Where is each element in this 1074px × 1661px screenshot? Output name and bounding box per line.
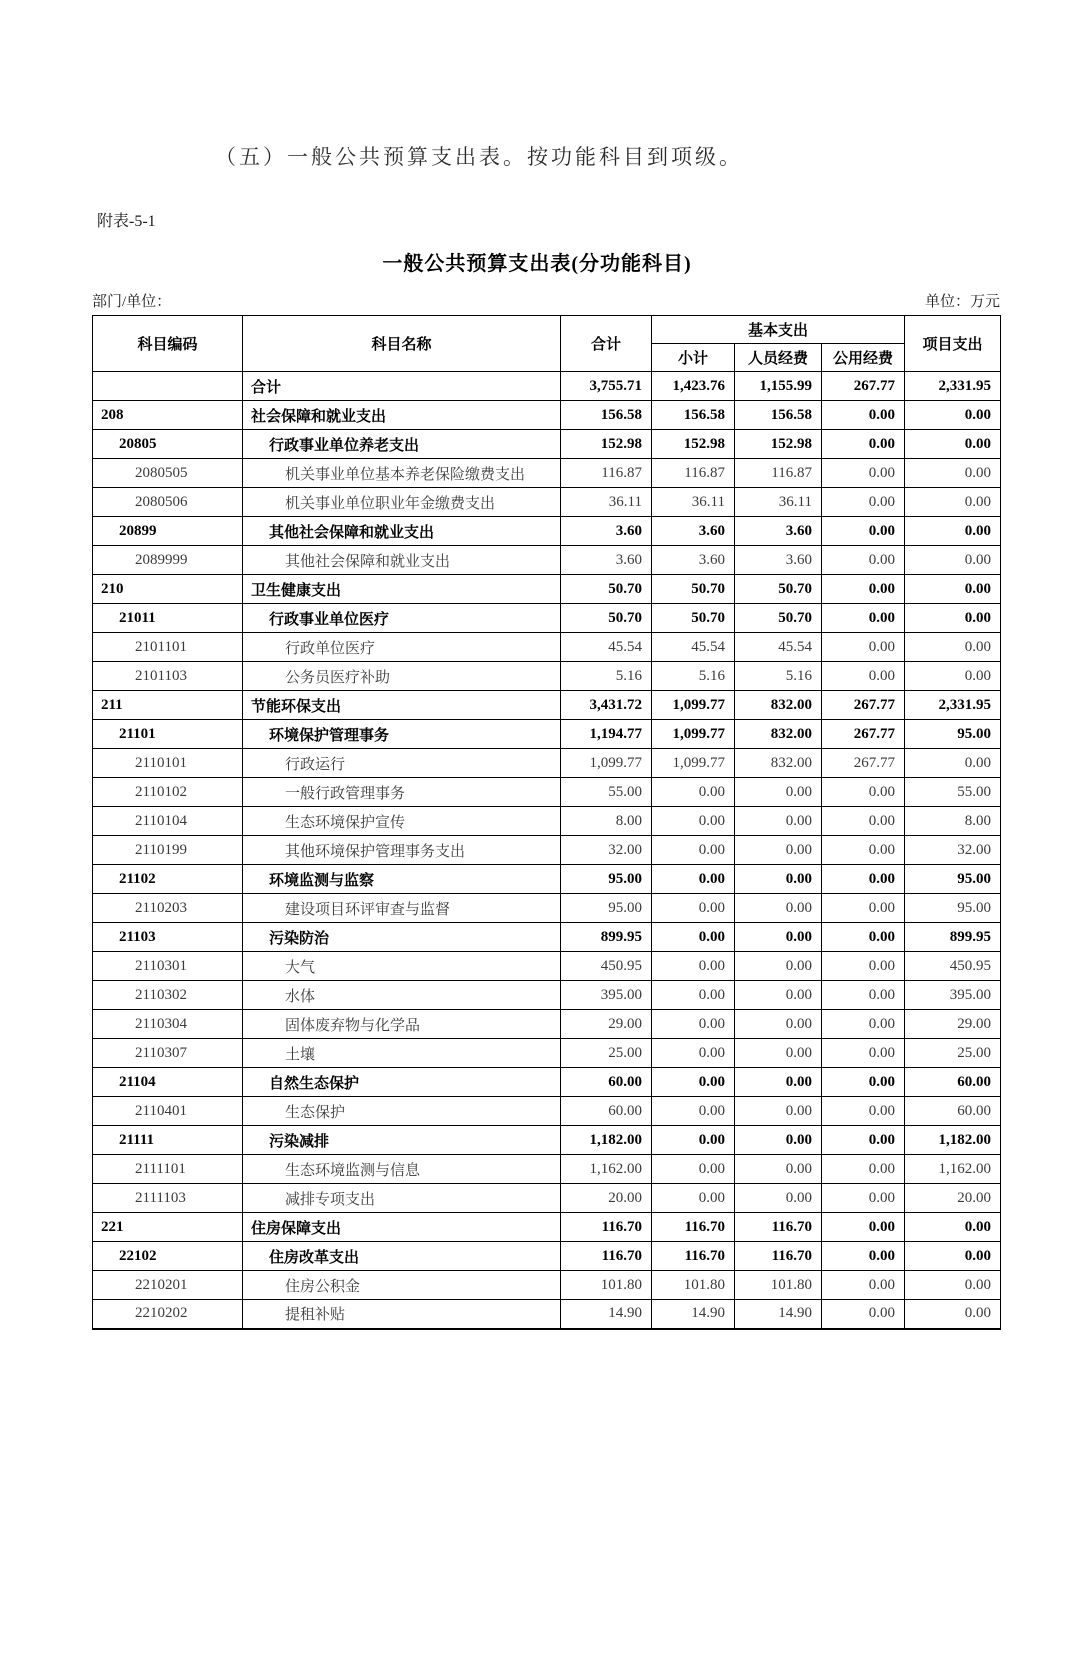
value-cell: 1,182.00 xyxy=(905,1126,1001,1155)
value-cell: 0.00 xyxy=(822,1213,905,1242)
value-cell: 0.00 xyxy=(822,836,905,865)
value-cell: 0.00 xyxy=(822,1155,905,1184)
value-cell: 0.00 xyxy=(905,633,1001,662)
subject-code-cell: 2110301 xyxy=(93,952,243,981)
value-cell: 0.00 xyxy=(822,517,905,546)
value-cell: 267.77 xyxy=(822,720,905,749)
table-row xyxy=(93,1097,1001,1126)
value-cell: 0.00 xyxy=(905,749,1001,778)
value-cell: 95.00 xyxy=(905,720,1001,749)
value-cell: 1,162.00 xyxy=(561,1155,652,1184)
subject-name-cell: 水体 xyxy=(243,981,561,1010)
subject-code-cell: 2110304 xyxy=(93,1010,243,1039)
value-cell: 0.00 xyxy=(652,807,735,836)
value-cell: 0.00 xyxy=(735,778,822,807)
table-row xyxy=(93,372,1001,401)
table-row xyxy=(93,1213,1001,1242)
value-cell: 14.90 xyxy=(652,1300,735,1329)
value-cell: 95.00 xyxy=(905,894,1001,923)
header-basic-subtotal: 小计 xyxy=(652,344,735,372)
table-row xyxy=(93,1010,1001,1039)
value-cell: 116.87 xyxy=(652,459,735,488)
value-cell: 0.00 xyxy=(735,923,822,952)
value-cell: 29.00 xyxy=(561,1010,652,1039)
value-cell: 0.00 xyxy=(735,1068,822,1097)
value-cell: 0.00 xyxy=(822,923,905,952)
subject-name-cell: 住房公积金 xyxy=(243,1271,561,1300)
subject-name-cell: 社会保障和就业支出 xyxy=(243,401,561,430)
value-cell: 50.70 xyxy=(735,604,822,633)
value-cell: 3.60 xyxy=(652,546,735,575)
value-cell: 20.00 xyxy=(561,1184,652,1213)
subject-code-cell: 2111101 xyxy=(93,1155,243,1184)
subject-code-cell: 2111103 xyxy=(93,1184,243,1213)
subject-name-cell: 行政事业单位养老支出 xyxy=(243,430,561,459)
subject-name-cell: 一般行政管理事务 xyxy=(243,778,561,807)
subject-code-cell: 21011 xyxy=(93,604,243,633)
subject-name-cell: 减排专项支出 xyxy=(243,1184,561,1213)
value-cell: 0.00 xyxy=(735,1126,822,1155)
value-cell: 832.00 xyxy=(735,749,822,778)
value-cell: 45.54 xyxy=(561,633,652,662)
subject-name-cell: 合计 xyxy=(243,372,561,401)
table-row xyxy=(93,488,1001,517)
value-cell: 0.00 xyxy=(652,1097,735,1126)
table-row xyxy=(93,1039,1001,1068)
table-row xyxy=(93,546,1001,575)
table-row xyxy=(93,894,1001,923)
value-cell: 450.95 xyxy=(905,952,1001,981)
value-cell: 0.00 xyxy=(822,1039,905,1068)
value-cell: 0.00 xyxy=(822,1068,905,1097)
value-cell: 0.00 xyxy=(652,1068,735,1097)
value-cell: 0.00 xyxy=(822,1242,905,1271)
value-cell: 450.95 xyxy=(561,952,652,981)
header-project: 项目支出 xyxy=(905,316,1001,372)
value-cell: 3.60 xyxy=(561,546,652,575)
subject-name-cell: 污染减排 xyxy=(243,1126,561,1155)
value-cell: 3,755.71 xyxy=(561,372,652,401)
header-name: 科目名称 xyxy=(243,316,561,372)
value-cell: 50.70 xyxy=(561,604,652,633)
value-cell: 0.00 xyxy=(822,575,905,604)
section-heading: （五）一般公共预算支出表。按功能科目到项级。 xyxy=(215,145,743,169)
value-cell: 156.58 xyxy=(652,401,735,430)
value-cell: 36.11 xyxy=(735,488,822,517)
value-cell: 3.60 xyxy=(652,517,735,546)
value-cell: 101.80 xyxy=(735,1271,822,1300)
value-cell: 0.00 xyxy=(652,1126,735,1155)
subject-name-cell: 环境保护管理事务 xyxy=(243,720,561,749)
value-cell: 95.00 xyxy=(561,865,652,894)
value-cell: 832.00 xyxy=(735,720,822,749)
value-cell: 101.80 xyxy=(561,1271,652,1300)
table-row xyxy=(93,1300,1001,1329)
value-cell: 0.00 xyxy=(735,894,822,923)
value-cell: 1,099.77 xyxy=(652,720,735,749)
subject-code-cell: 2080506 xyxy=(93,488,243,517)
subject-code-cell: 20805 xyxy=(93,430,243,459)
value-cell: 0.00 xyxy=(652,865,735,894)
value-cell: 0.00 xyxy=(822,1097,905,1126)
header-personnel: 人员经费 xyxy=(735,344,822,372)
value-cell: 0.00 xyxy=(905,604,1001,633)
subject-name-cell: 卫生健康支出 xyxy=(243,575,561,604)
value-cell: 116.70 xyxy=(561,1242,652,1271)
value-cell: 116.87 xyxy=(735,459,822,488)
subject-name-cell: 土壤 xyxy=(243,1039,561,1068)
table-row xyxy=(93,952,1001,981)
subject-code-cell xyxy=(93,372,243,401)
value-cell: 36.11 xyxy=(652,488,735,517)
value-cell: 116.70 xyxy=(652,1242,735,1271)
value-cell: 116.70 xyxy=(735,1213,822,1242)
subject-code-cell: 2110302 xyxy=(93,981,243,1010)
subject-name-cell: 行政事业单位医疗 xyxy=(243,604,561,633)
table-row xyxy=(93,1155,1001,1184)
value-cell: 0.00 xyxy=(822,546,905,575)
value-cell: 116.70 xyxy=(735,1242,822,1271)
value-cell: 0.00 xyxy=(652,778,735,807)
value-cell: 45.54 xyxy=(735,633,822,662)
subject-code-cell: 21104 xyxy=(93,1068,243,1097)
table-row xyxy=(93,720,1001,749)
header-code: 科目编码 xyxy=(93,316,243,372)
value-cell: 20.00 xyxy=(905,1184,1001,1213)
table-row xyxy=(93,923,1001,952)
subject-name-cell: 住房保障支出 xyxy=(243,1213,561,1242)
value-cell: 0.00 xyxy=(735,1039,822,1068)
value-cell: 0.00 xyxy=(905,1300,1001,1329)
subject-name-cell: 行政单位医疗 xyxy=(243,633,561,662)
value-cell: 899.95 xyxy=(905,923,1001,952)
value-cell: 395.00 xyxy=(905,981,1001,1010)
table-row xyxy=(93,401,1001,430)
value-cell: 0.00 xyxy=(822,604,905,633)
value-cell: 0.00 xyxy=(822,430,905,459)
value-cell: 0.00 xyxy=(822,1300,905,1329)
value-cell: 0.00 xyxy=(735,1184,822,1213)
subject-name-cell: 污染防治 xyxy=(243,923,561,952)
value-cell: 0.00 xyxy=(905,662,1001,691)
subject-code-cell: 2110203 xyxy=(93,894,243,923)
value-cell: 0.00 xyxy=(652,836,735,865)
value-cell: 0.00 xyxy=(652,1039,735,1068)
subject-code-cell: 2110307 xyxy=(93,1039,243,1068)
subject-name-cell: 行政运行 xyxy=(243,749,561,778)
value-cell: 0.00 xyxy=(822,952,905,981)
table-row xyxy=(93,662,1001,691)
value-cell: 1,162.00 xyxy=(905,1155,1001,1184)
value-cell: 60.00 xyxy=(561,1068,652,1097)
subject-name-cell: 其他社会保障和就业支出 xyxy=(243,546,561,575)
subject-code-cell: 21103 xyxy=(93,923,243,952)
value-cell: 60.00 xyxy=(561,1097,652,1126)
subject-name-cell: 机关事业单位职业年金缴费支出 xyxy=(243,488,561,517)
value-cell: 3,431.72 xyxy=(561,691,652,720)
subject-code-cell: 2110101 xyxy=(93,749,243,778)
value-cell: 50.70 xyxy=(652,575,735,604)
subject-name-cell: 大气 xyxy=(243,952,561,981)
subject-name-cell: 自然生态保护 xyxy=(243,1068,561,1097)
page-title: 一般公共预算支出表(分功能科目) xyxy=(382,253,692,275)
page xyxy=(0,141,1074,1661)
value-cell: 0.00 xyxy=(822,633,905,662)
value-cell: 1,099.77 xyxy=(652,749,735,778)
subject-code-cell: 210 xyxy=(93,575,243,604)
subject-code-cell: 21102 xyxy=(93,865,243,894)
subject-code-cell: 22102 xyxy=(93,1242,243,1271)
subject-code-cell: 2089999 xyxy=(93,546,243,575)
value-cell: 0.00 xyxy=(905,1271,1001,1300)
value-cell: 0.00 xyxy=(905,459,1001,488)
value-cell: 2,331.95 xyxy=(905,372,1001,401)
table-row xyxy=(93,778,1001,807)
value-cell: 116.87 xyxy=(561,459,652,488)
value-cell: 1,099.77 xyxy=(652,691,735,720)
value-cell: 2,331.95 xyxy=(905,691,1001,720)
value-cell: 14.90 xyxy=(561,1300,652,1329)
table-row xyxy=(93,981,1001,1010)
value-cell: 8.00 xyxy=(905,807,1001,836)
subject-code-cell: 2110102 xyxy=(93,778,243,807)
value-cell: 0.00 xyxy=(735,952,822,981)
subject-code-cell: 20899 xyxy=(93,517,243,546)
value-cell: 267.77 xyxy=(822,691,905,720)
value-cell: 1,155.99 xyxy=(735,372,822,401)
value-cell: 5.16 xyxy=(735,662,822,691)
value-cell: 0.00 xyxy=(652,1155,735,1184)
value-cell: 0.00 xyxy=(822,981,905,1010)
value-cell: 55.00 xyxy=(905,778,1001,807)
value-cell: 25.00 xyxy=(905,1039,1001,1068)
subject-code-cell: 2210202 xyxy=(93,1300,243,1329)
value-cell: 0.00 xyxy=(905,1213,1001,1242)
value-cell: 95.00 xyxy=(905,865,1001,894)
subject-code-cell: 2110401 xyxy=(93,1097,243,1126)
value-cell: 0.00 xyxy=(905,1242,1001,1271)
table-row xyxy=(93,517,1001,546)
value-cell: 0.00 xyxy=(735,1097,822,1126)
value-cell: 101.80 xyxy=(652,1271,735,1300)
subject-code-cell: 2110199 xyxy=(93,836,243,865)
department-label: 部门/单位： xyxy=(92,294,172,310)
subject-name-cell: 住房改革支出 xyxy=(243,1242,561,1271)
subject-code-cell: 21101 xyxy=(93,720,243,749)
subject-name-cell: 固体废弃物与化学品 xyxy=(243,1010,561,1039)
value-cell: 5.16 xyxy=(652,662,735,691)
value-cell: 0.00 xyxy=(735,865,822,894)
value-cell: 3.60 xyxy=(561,517,652,546)
value-cell: 0.00 xyxy=(822,401,905,430)
table-body xyxy=(93,372,1001,1329)
table-row xyxy=(93,459,1001,488)
value-cell: 1,423.76 xyxy=(652,372,735,401)
subject-name-cell: 生态环境监测与信息 xyxy=(243,1155,561,1184)
value-cell: 0.00 xyxy=(735,807,822,836)
subject-name-cell: 节能环保支出 xyxy=(243,691,561,720)
value-cell: 45.54 xyxy=(652,633,735,662)
value-cell: 0.00 xyxy=(822,865,905,894)
value-cell: 0.00 xyxy=(735,1155,822,1184)
table-row xyxy=(93,1184,1001,1213)
header-public-funds: 公用经费 xyxy=(822,344,905,372)
table-row xyxy=(93,1271,1001,1300)
value-cell: 0.00 xyxy=(822,488,905,517)
attachment-label: 附表-5-1 xyxy=(97,213,156,230)
value-cell: 0.00 xyxy=(652,1184,735,1213)
subject-name-cell: 生态保护 xyxy=(243,1097,561,1126)
value-cell: 156.58 xyxy=(735,401,822,430)
value-cell: 267.77 xyxy=(822,749,905,778)
table-row xyxy=(93,749,1001,778)
table-row xyxy=(93,691,1001,720)
value-cell: 395.00 xyxy=(561,981,652,1010)
value-cell: 36.11 xyxy=(561,488,652,517)
table-row xyxy=(93,1242,1001,1271)
value-cell: 95.00 xyxy=(561,894,652,923)
value-cell: 60.00 xyxy=(905,1068,1001,1097)
value-cell: 0.00 xyxy=(822,1271,905,1300)
value-cell: 1,182.00 xyxy=(561,1126,652,1155)
table-row xyxy=(93,633,1001,662)
value-cell: 156.58 xyxy=(561,401,652,430)
value-cell: 0.00 xyxy=(822,1184,905,1213)
subject-name-cell: 其他环境保护管理事务支出 xyxy=(243,836,561,865)
value-cell: 0.00 xyxy=(822,807,905,836)
value-cell: 0.00 xyxy=(905,575,1001,604)
value-cell: 32.00 xyxy=(561,836,652,865)
header-total: 合计 xyxy=(561,316,652,372)
value-cell: 0.00 xyxy=(905,430,1001,459)
value-cell: 29.00 xyxy=(905,1010,1001,1039)
value-cell: 152.98 xyxy=(652,430,735,459)
value-cell: 899.95 xyxy=(561,923,652,952)
subject-name-cell: 公务员医疗补助 xyxy=(243,662,561,691)
unit-label: 单位：万元 xyxy=(924,294,1000,310)
subject-code-cell: 211 xyxy=(93,691,243,720)
subject-name-cell: 环境监测与监察 xyxy=(243,865,561,894)
value-cell: 3.60 xyxy=(735,546,822,575)
value-cell: 0.00 xyxy=(822,778,905,807)
value-cell: 14.90 xyxy=(735,1300,822,1329)
value-cell: 0.00 xyxy=(905,517,1001,546)
subject-code-cell: 2101103 xyxy=(93,662,243,691)
value-cell: 55.00 xyxy=(561,778,652,807)
value-cell: 5.16 xyxy=(561,662,652,691)
subject-name-cell: 机关事业单位基本养老保险缴费支出 xyxy=(243,459,561,488)
table-row xyxy=(93,430,1001,459)
table-row xyxy=(93,836,1001,865)
value-cell: 50.70 xyxy=(561,575,652,604)
subject-code-cell: 2110104 xyxy=(93,807,243,836)
meta-row xyxy=(92,290,1000,315)
subject-name-cell: 建设项目环评审查与监督 xyxy=(243,894,561,923)
subject-code-cell: 2101101 xyxy=(93,633,243,662)
value-cell: 0.00 xyxy=(652,981,735,1010)
subject-name-cell: 提租补贴 xyxy=(243,1300,561,1329)
subject-code-cell: 2080505 xyxy=(93,459,243,488)
table-row xyxy=(93,1126,1001,1155)
value-cell: 1,099.77 xyxy=(561,749,652,778)
table-header xyxy=(93,316,1001,372)
subject-code-cell: 208 xyxy=(93,401,243,430)
value-cell: 60.00 xyxy=(905,1097,1001,1126)
value-cell: 1,194.77 xyxy=(561,720,652,749)
value-cell: 0.00 xyxy=(735,1010,822,1039)
value-cell: 3.60 xyxy=(735,517,822,546)
value-cell: 25.00 xyxy=(561,1039,652,1068)
value-cell: 0.00 xyxy=(652,952,735,981)
header-basic-group: 基本支出 xyxy=(652,316,905,344)
table-row xyxy=(93,865,1001,894)
value-cell: 0.00 xyxy=(822,662,905,691)
value-cell: 0.00 xyxy=(822,1126,905,1155)
value-cell: 0.00 xyxy=(652,923,735,952)
value-cell: 0.00 xyxy=(735,836,822,865)
value-cell: 0.00 xyxy=(735,981,822,1010)
value-cell: 832.00 xyxy=(735,691,822,720)
value-cell: 0.00 xyxy=(822,1010,905,1039)
subject-name-cell: 生态环境保护宣传 xyxy=(243,807,561,836)
value-cell: 116.70 xyxy=(561,1213,652,1242)
value-cell: 0.00 xyxy=(905,546,1001,575)
subject-code-cell: 2210201 xyxy=(93,1271,243,1300)
table-row xyxy=(93,575,1001,604)
value-cell: 0.00 xyxy=(652,1010,735,1039)
value-cell: 0.00 xyxy=(822,459,905,488)
value-cell: 152.98 xyxy=(735,430,822,459)
subject-code-cell: 21111 xyxy=(93,1126,243,1155)
value-cell: 0.00 xyxy=(822,894,905,923)
budget-table xyxy=(92,315,1001,1330)
value-cell: 152.98 xyxy=(561,430,652,459)
value-cell: 116.70 xyxy=(652,1213,735,1242)
table-row xyxy=(93,807,1001,836)
subject-name-cell: 其他社会保障和就业支出 xyxy=(243,517,561,546)
table-row xyxy=(93,604,1001,633)
value-cell: 0.00 xyxy=(905,401,1001,430)
table-row xyxy=(93,1068,1001,1097)
value-cell: 8.00 xyxy=(561,807,652,836)
value-cell: 50.70 xyxy=(652,604,735,633)
subject-code-cell: 221 xyxy=(93,1213,243,1242)
value-cell: 0.00 xyxy=(652,894,735,923)
value-cell: 32.00 xyxy=(905,836,1001,865)
value-cell: 50.70 xyxy=(735,575,822,604)
value-cell: 0.00 xyxy=(905,488,1001,517)
value-cell: 267.77 xyxy=(822,372,905,401)
